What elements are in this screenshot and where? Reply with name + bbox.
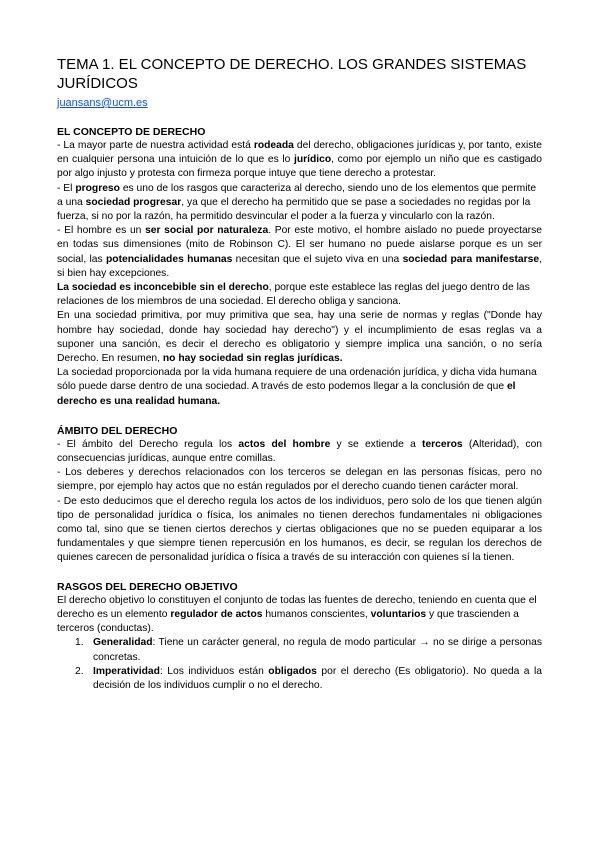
section-heading-concepto: EL CONCEPTO DE DERECHO [57, 126, 206, 138]
paragraph: - Los deberes y derechos relacionados con los terceros se delegan en las personas físicas, pero no siempre, por ejemplo hay actos que no están regulados por el derecho cuando tienen carácter moral. [57, 467, 542, 493]
section-heading-rasgos: RASGOS DEL DERECHO OBJETIVO [57, 580, 238, 593]
numbered-list [57, 636, 542, 693]
list-item: 2. Imperatividad: Los individuos están obligados por el derecho (Es obligatorio). No queda a la decisión de los individuos cumplir o no el derecho. [75, 665, 543, 691]
paragraph: - El ámbito del Derecho regula los actos del hombre y se extiende a terceros (Alteridad), con consecuencias jurídicas, aunque entre comillas. [57, 438, 543, 465]
paragraph: La sociedad es inconcebible sin el derecho, porque este establece las reglas del juego dentro de las relaciones de los miembros de una sociedad. El derecho obliga y sanciona. [57, 282, 530, 308]
paragraph: El derecho objetivo lo constituyen el conjunto de todas las fuentes de derecho, teniendo en cuenta que el derecho es un elemento regulador de actos humanos conscientes, voluntarios y que trascienden a terceros (conductas). [57, 594, 537, 635]
document-page [57, 55, 542, 693]
paragraph: - El progreso es uno de los rasgos que caracteriza al derecho, siendo uno de los elementos que permite a una sociedad progresar, ya que el derecho ha permitido que se pase a sociedades no regidas por la fuerza, si no por la razón, ha permitido desvincular el poder a la fuerza y vincularlo con la razón. [57, 182, 537, 223]
document-title: TEMA 1. EL CONCEPTO DE DERECHO. LOS GRANDES SISTEMAS JURÍDICOS [57, 56, 527, 92]
list-number: 2. [75, 665, 84, 677]
author-email-link[interactable]: juansans@ucm.es [57, 97, 148, 109]
paragraph: En una sociedad primitiva, por muy primitiva que sea, hay una serie de normas y reglas ("Donde hay hombre hay sociedad, donde hay sociedad hay derecho") y el incumplimiento de esas reglas va a suponer una sanción, es decir el derecho es obligatorio y siempre implica una sanción, o no sería Derecho. En resumen, no hay sociedad sin reglas jurídicas. [57, 310, 542, 365]
paragraph: La sociedad proporcionada por la vida humana requiere de una ordenación jurídica, y dicha vida humana sólo puede darse dentro de una sociedad. A través de esto podemos llegar a la conclusión de que el derecho es una realidad humana. [57, 367, 537, 407]
paragraph: - La mayor parte de nuestra actividad está rodeada del derecho, obligaciones jurídicas y, por tanto, existe en cualquier persona una intuición de lo que es lo jurídico, como por ejemplo un niño que es castigado por algo injusto y protesta con firmeza porque intuye que tiene derecho a protestar. [57, 140, 543, 180]
paragraph: - El hombre es un ser social por naturaleza. Por este motivo, el hombre aislado no puede proyectarse en todas sus dimensiones (mito de Robinson C). El ser humano no puede aislarse porque es un ser social, las potencialidades humanas necesitan que el sujeto viva en una sociedad para manifestarse, si bien hay excepciones. [57, 225, 542, 279]
list-number: 1. [75, 637, 84, 649]
list-item: 1. Generalidad: Tiene un carácter general, no regula de modo particular → no se dirige a personas concretas. [75, 637, 542, 663]
paragraph: - De esto deducimos que el derecho regula los actos de los individuos, pero solo de los que tienen algún tipo de personalidad jurídica o física, los animales no tienen derechos fundamentales ni obligaciones como tal, sino que se tienen ciertos derechos y ciertas obligaciones que no se pueden equiparar a los fundamentales y que siempre tienen repercusión en los humanos, es decir, se regulan los derechos de quienes carecen de personalidad jurídica o física a través de su interacción con quienes sí la tienen. [57, 495, 542, 564]
section-heading-ambito: ÁMBITO DEL DERECHO [57, 424, 178, 437]
